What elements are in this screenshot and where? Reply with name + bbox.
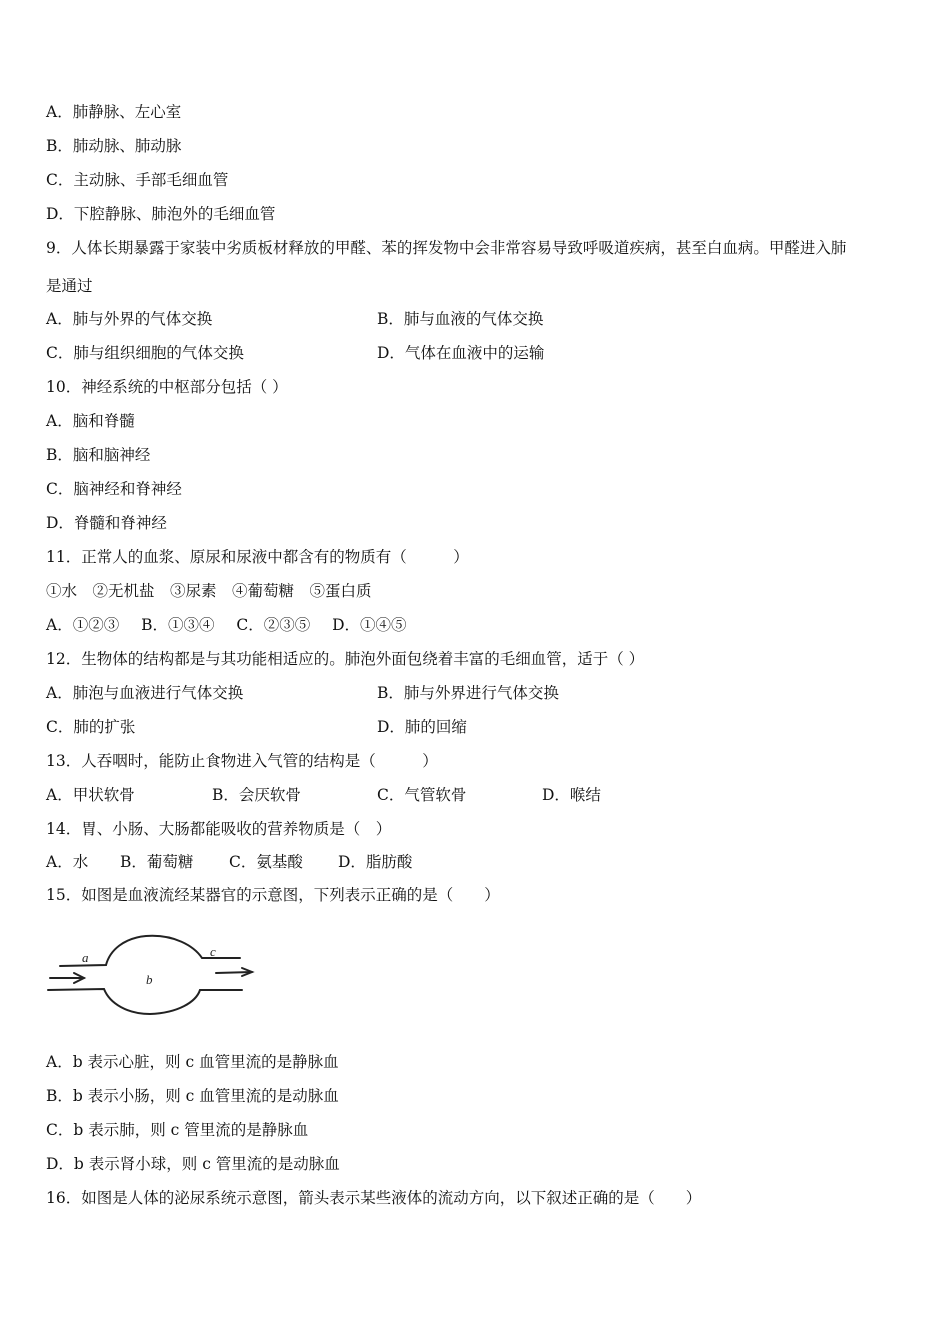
figure-label-c: c [210, 944, 216, 959]
q13-option-a: A．甲状软骨 [46, 786, 135, 804]
q12-stem: 12．生物体的结构都是与其功能相适应的。肺泡外面包绕着丰富的毛细血管，适于（ ） [46, 650, 645, 668]
q10-stem: 10．神经系统的中枢部分包括（ ） [46, 378, 288, 396]
q11-stem: 11．正常人的血浆、原尿和尿液中都含有的物质有（ ） [46, 548, 469, 566]
q11-option-b: B．①③④ [141, 616, 215, 634]
q8-option-a: A．肺静脉、左心室 [46, 103, 182, 121]
q13-option-d: D．喉结 [542, 786, 601, 804]
q10-option-b: B．脑和脑神经 [46, 446, 151, 464]
q14-option-a: A．水 [46, 853, 89, 871]
q15-blood-flow-figure [44, 928, 264, 1020]
q9-option-c: C．肺与组织细胞的气体交换 [46, 344, 244, 362]
q15-option-b: B．b 表示小肠，则 c 血管里流的是动脉血 [46, 1087, 339, 1105]
q9-option-d: D．气体在血液中的运输 [377, 344, 545, 362]
q10-option-d: D．脊髓和脊神经 [46, 514, 167, 532]
q13-stem: 13．人吞咽时，能防止食物进入气管的结构是（ ） [46, 752, 438, 770]
q11-option-d: D．①④⑤ [332, 616, 407, 634]
q12-option-a: A．肺泡与血液进行气体交换 [46, 684, 244, 702]
q11-items: ①水 ②无机盐 ③尿素 ④葡萄糖 ⑤蛋白质 [46, 582, 372, 600]
figure-label-a: a [82, 950, 89, 965]
q10-option-c: C．脑神经和脊神经 [46, 480, 182, 498]
q16-stem: 16．如图是人体的泌尿系统示意图，箭头表示某些液体的流动方向，以下叙述正确的是（ ） [46, 1189, 702, 1207]
q14-option-b: B．葡萄糖 [120, 853, 194, 871]
q15-option-a: A．b 表示心脏，则 c 血管里流的是静脉血 [46, 1053, 339, 1071]
q10-option-a: A．脑和脊髓 [46, 412, 135, 430]
q8-option-c: C．主动脉、手部毛细血管 [46, 171, 229, 189]
q8-option-b: B．肺动脉、肺动脉 [46, 137, 182, 155]
q9-stem-cont: 是通过 [46, 277, 93, 295]
q15-option-d: D．b 表示肾小球，则 c 管里流的是动脉血 [46, 1155, 340, 1173]
q11-option-a: A．①②③ [46, 616, 120, 634]
figure-label-b: b [146, 972, 153, 987]
q9-option-a: A．肺与外界的气体交换 [46, 310, 213, 328]
q9-stem: 9．人体长期暴露于家装中劣质板材释放的甲醛、苯的挥发物中会非常容易导致呼吸道疾病，甚至白血病。甲醛进入肺 [46, 239, 847, 257]
q12-option-d: D．肺的回缩 [377, 718, 467, 736]
q11-option-c: C．②③⑤ [236, 616, 311, 634]
q13-option-b: B．会厌软骨 [212, 786, 301, 804]
q12-option-c: C．肺的扩张 [46, 718, 136, 736]
q9-option-b: B．肺与血液的气体交换 [377, 310, 544, 328]
q13-option-c: C．气管软骨 [377, 786, 467, 804]
q14-option-d: D．脂肪酸 [338, 853, 413, 871]
q14-stem: 14．胃、小肠、大肠都能吸收的营养物质是（ ） [46, 820, 392, 838]
q12-option-b: B．肺与外界进行气体交换 [377, 684, 559, 702]
q8-option-d: D．下腔静脉、肺泡外的毛细血管 [46, 205, 276, 223]
q11-options [46, 615, 407, 635]
q15-option-c: C．b 表示肺，则 c 管里流的是静脉血 [46, 1121, 309, 1139]
q14-option-c: C．氨基酸 [229, 853, 303, 871]
q15-stem: 15．如图是血液流经某器官的示意图，下列表示正确的是（ ） [46, 886, 500, 904]
